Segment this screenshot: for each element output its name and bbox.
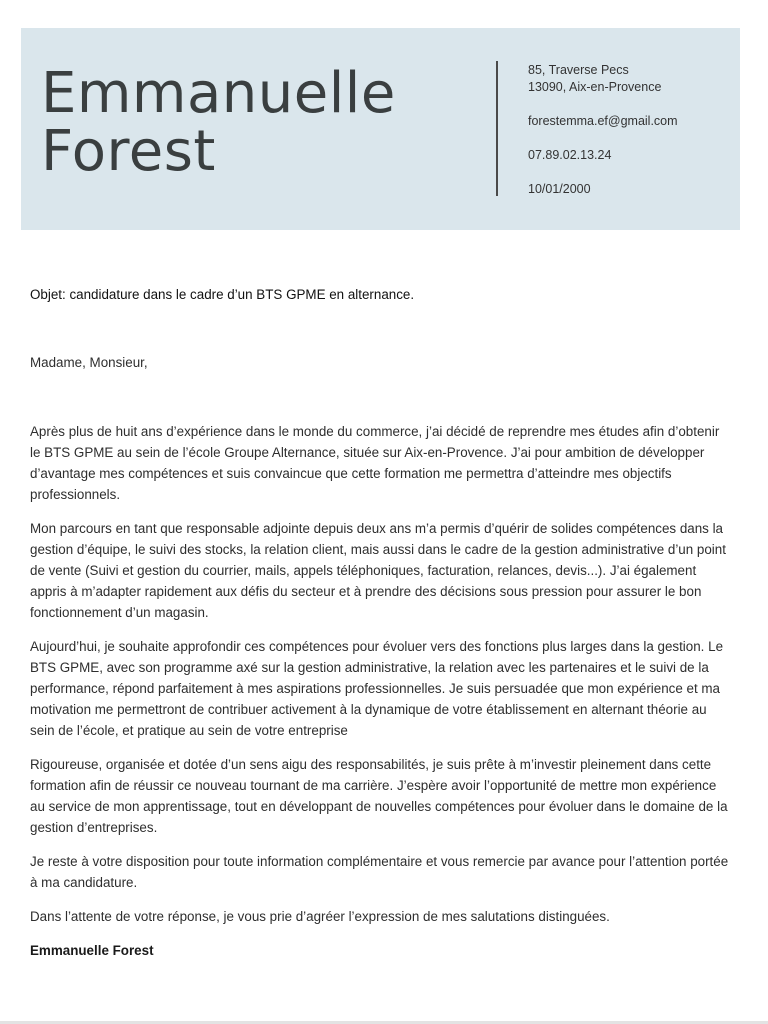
letter-salutation: Madame, Monsieur,: [30, 355, 148, 370]
last-name: Forest: [41, 119, 216, 184]
paragraph: Rigoureuse, organisée et dotée d’un sens aigu des responsabilités, je suis prête à m’investir pleinement dans cette formation afin de réussir ce nouveau tournant de ma carrière. J’espère avoir l’opportunité de mettre mon expérience au service de mon apprentissage, tout en développant de nouvelles compétences pour évoluer dans le domaine de la gestion d’entreprises.: [30, 757, 728, 835]
first-name: Emmanuelle: [41, 61, 396, 126]
paragraph: Dans l’attente de votre réponse, je vous prie d’agréer l’expression de mes salutations distinguées.: [30, 909, 610, 924]
paragraph: Après plus de huit ans d’expérience dans le monde du commerce, j’ai décidé de reprendre mes études afin d’obtenir le BTS GPME au sein de l’école Groupe Alternance, située sur Aix-en-Provence. J’ai pour ambition de développer d’avantage mes compétences et suis convaincue que cette formation me permettra d’atteindre mes objectifs professionnels.: [30, 424, 720, 502]
address-line-2: 13090, Aix-en-Provence: [528, 80, 662, 94]
letter-subject: Objet: candidature dans le cadre d’un BTS GPME en alternance.: [30, 287, 415, 302]
header-banner: [21, 28, 740, 230]
birthdate: 10/01/2000: [528, 182, 591, 196]
paragraph: Mon parcours en tant que responsable adjointe depuis deux ans m’a permis d’quérir de solides compétences dans la gestion d’équipe, le suivi des stocks, la relation client, mais aussi dans le cadre de la gestion administrative d’un point de vente (Suivi et gestion du courrier, mails, appels téléphoniques, facturation, relances, devis...). J’ai également appris à m’adapter rapidement aux défis du secteur et à prendre des décisions sous pression pour assurer le bon fonctionnement d’un magasin.: [30, 521, 726, 620]
letter-body: [30, 284, 730, 961]
contact-block: [528, 62, 678, 198]
paragraph: Aujourd’hui, je souhaite approfondir ces compétences pour évoluer vers des fonctions plus larges dans la gestion. Le BTS GPME, avec son programme axé sur la gestion administrative, la relation avec les partenaires et le suivi de la performance, répond parfaitement à mes aspirations professionnelles. Je suis persuadée que mon expérience et ma motivation me permettront de contribuer activement à la dynamique de votre établissement en alternant théorie au sein de l’école, et pratique au sein de votre entreprise: [30, 639, 724, 738]
address-line-1: 85, Traverse Pecs: [528, 63, 629, 77]
phone: 07.89.02.13.24: [528, 148, 612, 162]
applicant-name: [41, 61, 396, 184]
email: forestemma.ef@gmail.com: [528, 114, 678, 128]
letter-signature: Emmanuelle Forest: [30, 943, 154, 958]
paragraph: Je reste à votre disposition pour toute information complémentaire et vous remercie par avance pour l’attention portée à ma candidature.: [30, 854, 729, 890]
header-divider: [496, 61, 498, 196]
